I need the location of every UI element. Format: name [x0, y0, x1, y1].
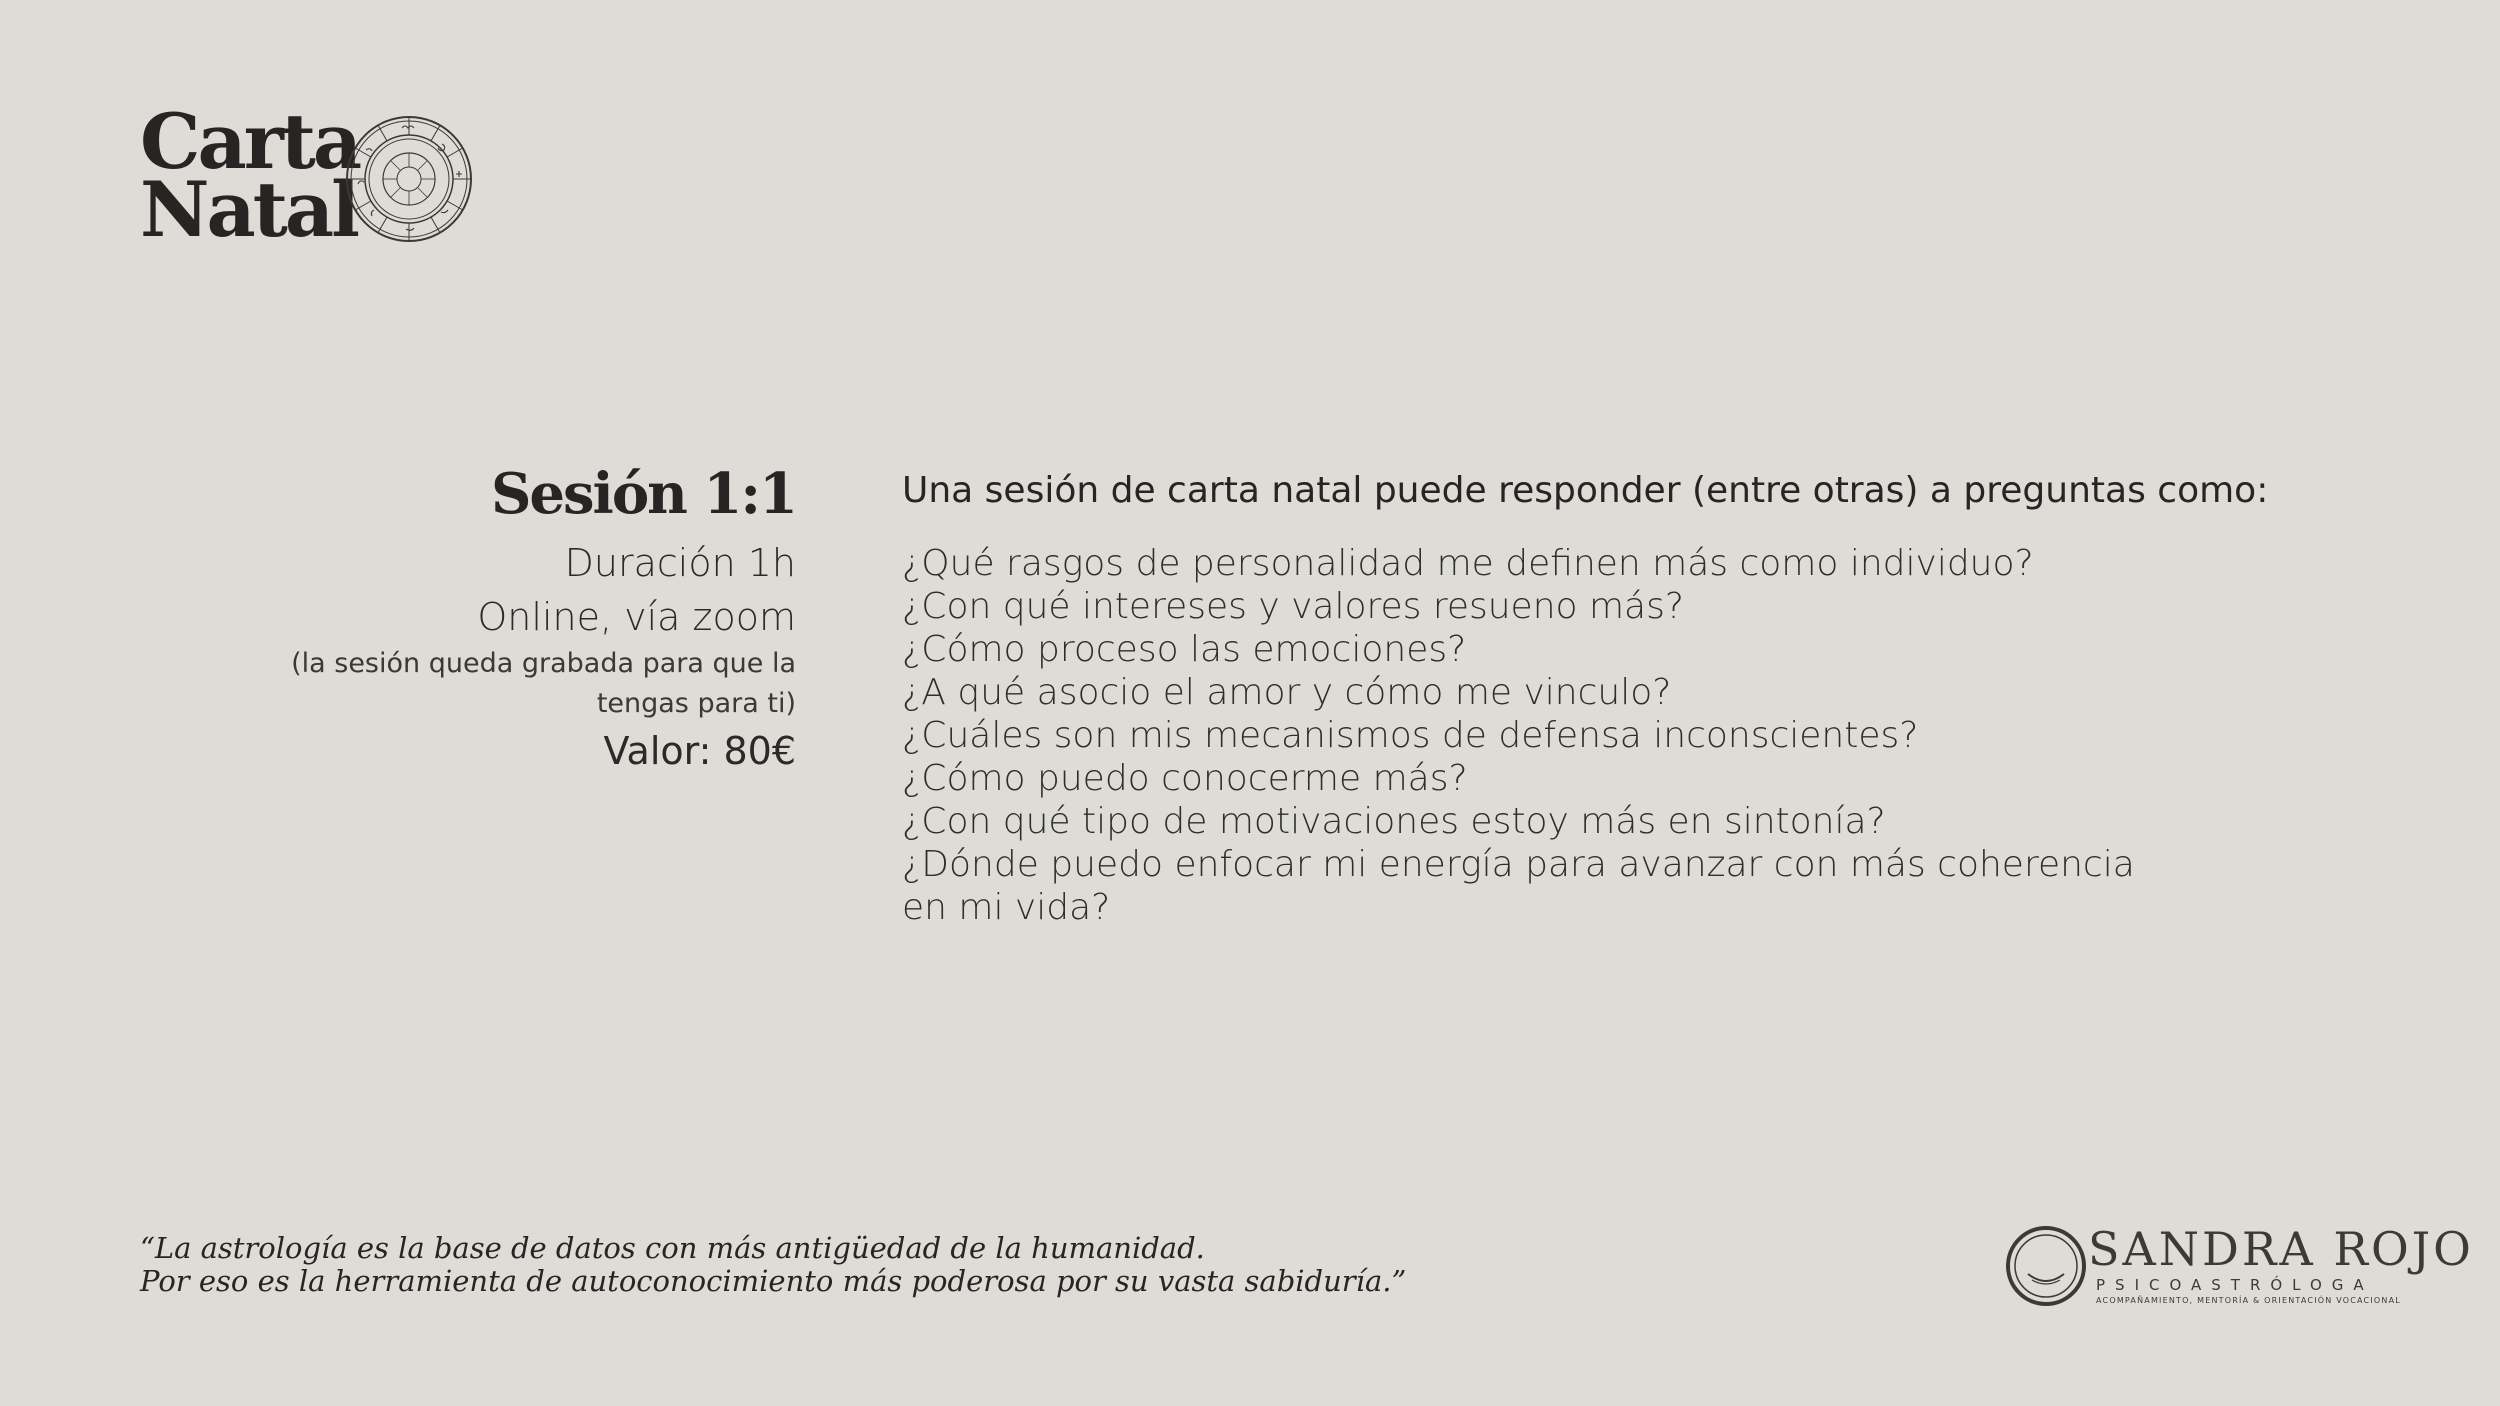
brand-role: PSICOASTRÓLOGA	[2096, 1276, 2374, 1294]
quote-line-2: Por eso es la herramienta de autoconocimiento más poderosa por su vasta sabiduría.”	[140, 1264, 1407, 1298]
brand-ring-icon	[2004, 1224, 2088, 1308]
session-note-line-2: tengas para ti)	[596, 688, 796, 719]
title-line-2: Natal	[140, 165, 357, 254]
question-item: ¿Con qué tipo de motivaciones estoy más en sintonía?	[902, 801, 1886, 842]
brand-logo	[2004, 1222, 2474, 1308]
session-duration: Duración 1h	[564, 541, 796, 585]
page-title	[140, 97, 360, 254]
questions-list	[902, 542, 2152, 929]
question-item: ¿Dónde puedo enfocar mi energía para avanzar con más coherencia en mi vida?	[902, 844, 2135, 928]
question-item: ¿Cómo proceso las emociones?	[902, 629, 1467, 670]
brand-tagline: ACOMPAÑAMIENTO, MENTORÍA & ORIENTACIÓN VOCACIONAL	[2096, 1296, 2401, 1305]
question-item: ¿Cómo puedo conocerme más?	[902, 758, 1468, 799]
intro-text: Una sesión de carta natal puede responder (entre otras) a preguntas como:	[902, 470, 2269, 511]
question-item: ¿Con qué intereses y valores resueno más?	[902, 586, 1684, 627]
session-format: Online, vía zoom	[477, 595, 796, 639]
quote	[140, 1232, 1406, 1298]
session-details	[200, 452, 796, 778]
question-item: ¿Qué rasgos de personalidad me definen más como individuo?	[902, 543, 2034, 584]
session-title: Sesión 1:1	[490, 461, 796, 527]
title-line-1: Carta	[140, 97, 360, 186]
question-item: ¿A qué asocio el amor y cómo me vinculo?	[902, 672, 1672, 713]
session-price: Valor: 80€	[603, 729, 796, 773]
session-note-line-1: (la sesión queda grabada para que la	[291, 648, 796, 679]
question-item: ¿Cuáles son mis mecanismos de defensa inconscientes?	[902, 715, 1919, 756]
quote-line-1: “La astrología es la base de datos con más antigüedad de la humanidad.	[140, 1231, 1205, 1265]
brand-name: SANDRA ROJO	[2088, 1222, 2474, 1276]
zodiac-wheel-icon	[344, 114, 474, 244]
